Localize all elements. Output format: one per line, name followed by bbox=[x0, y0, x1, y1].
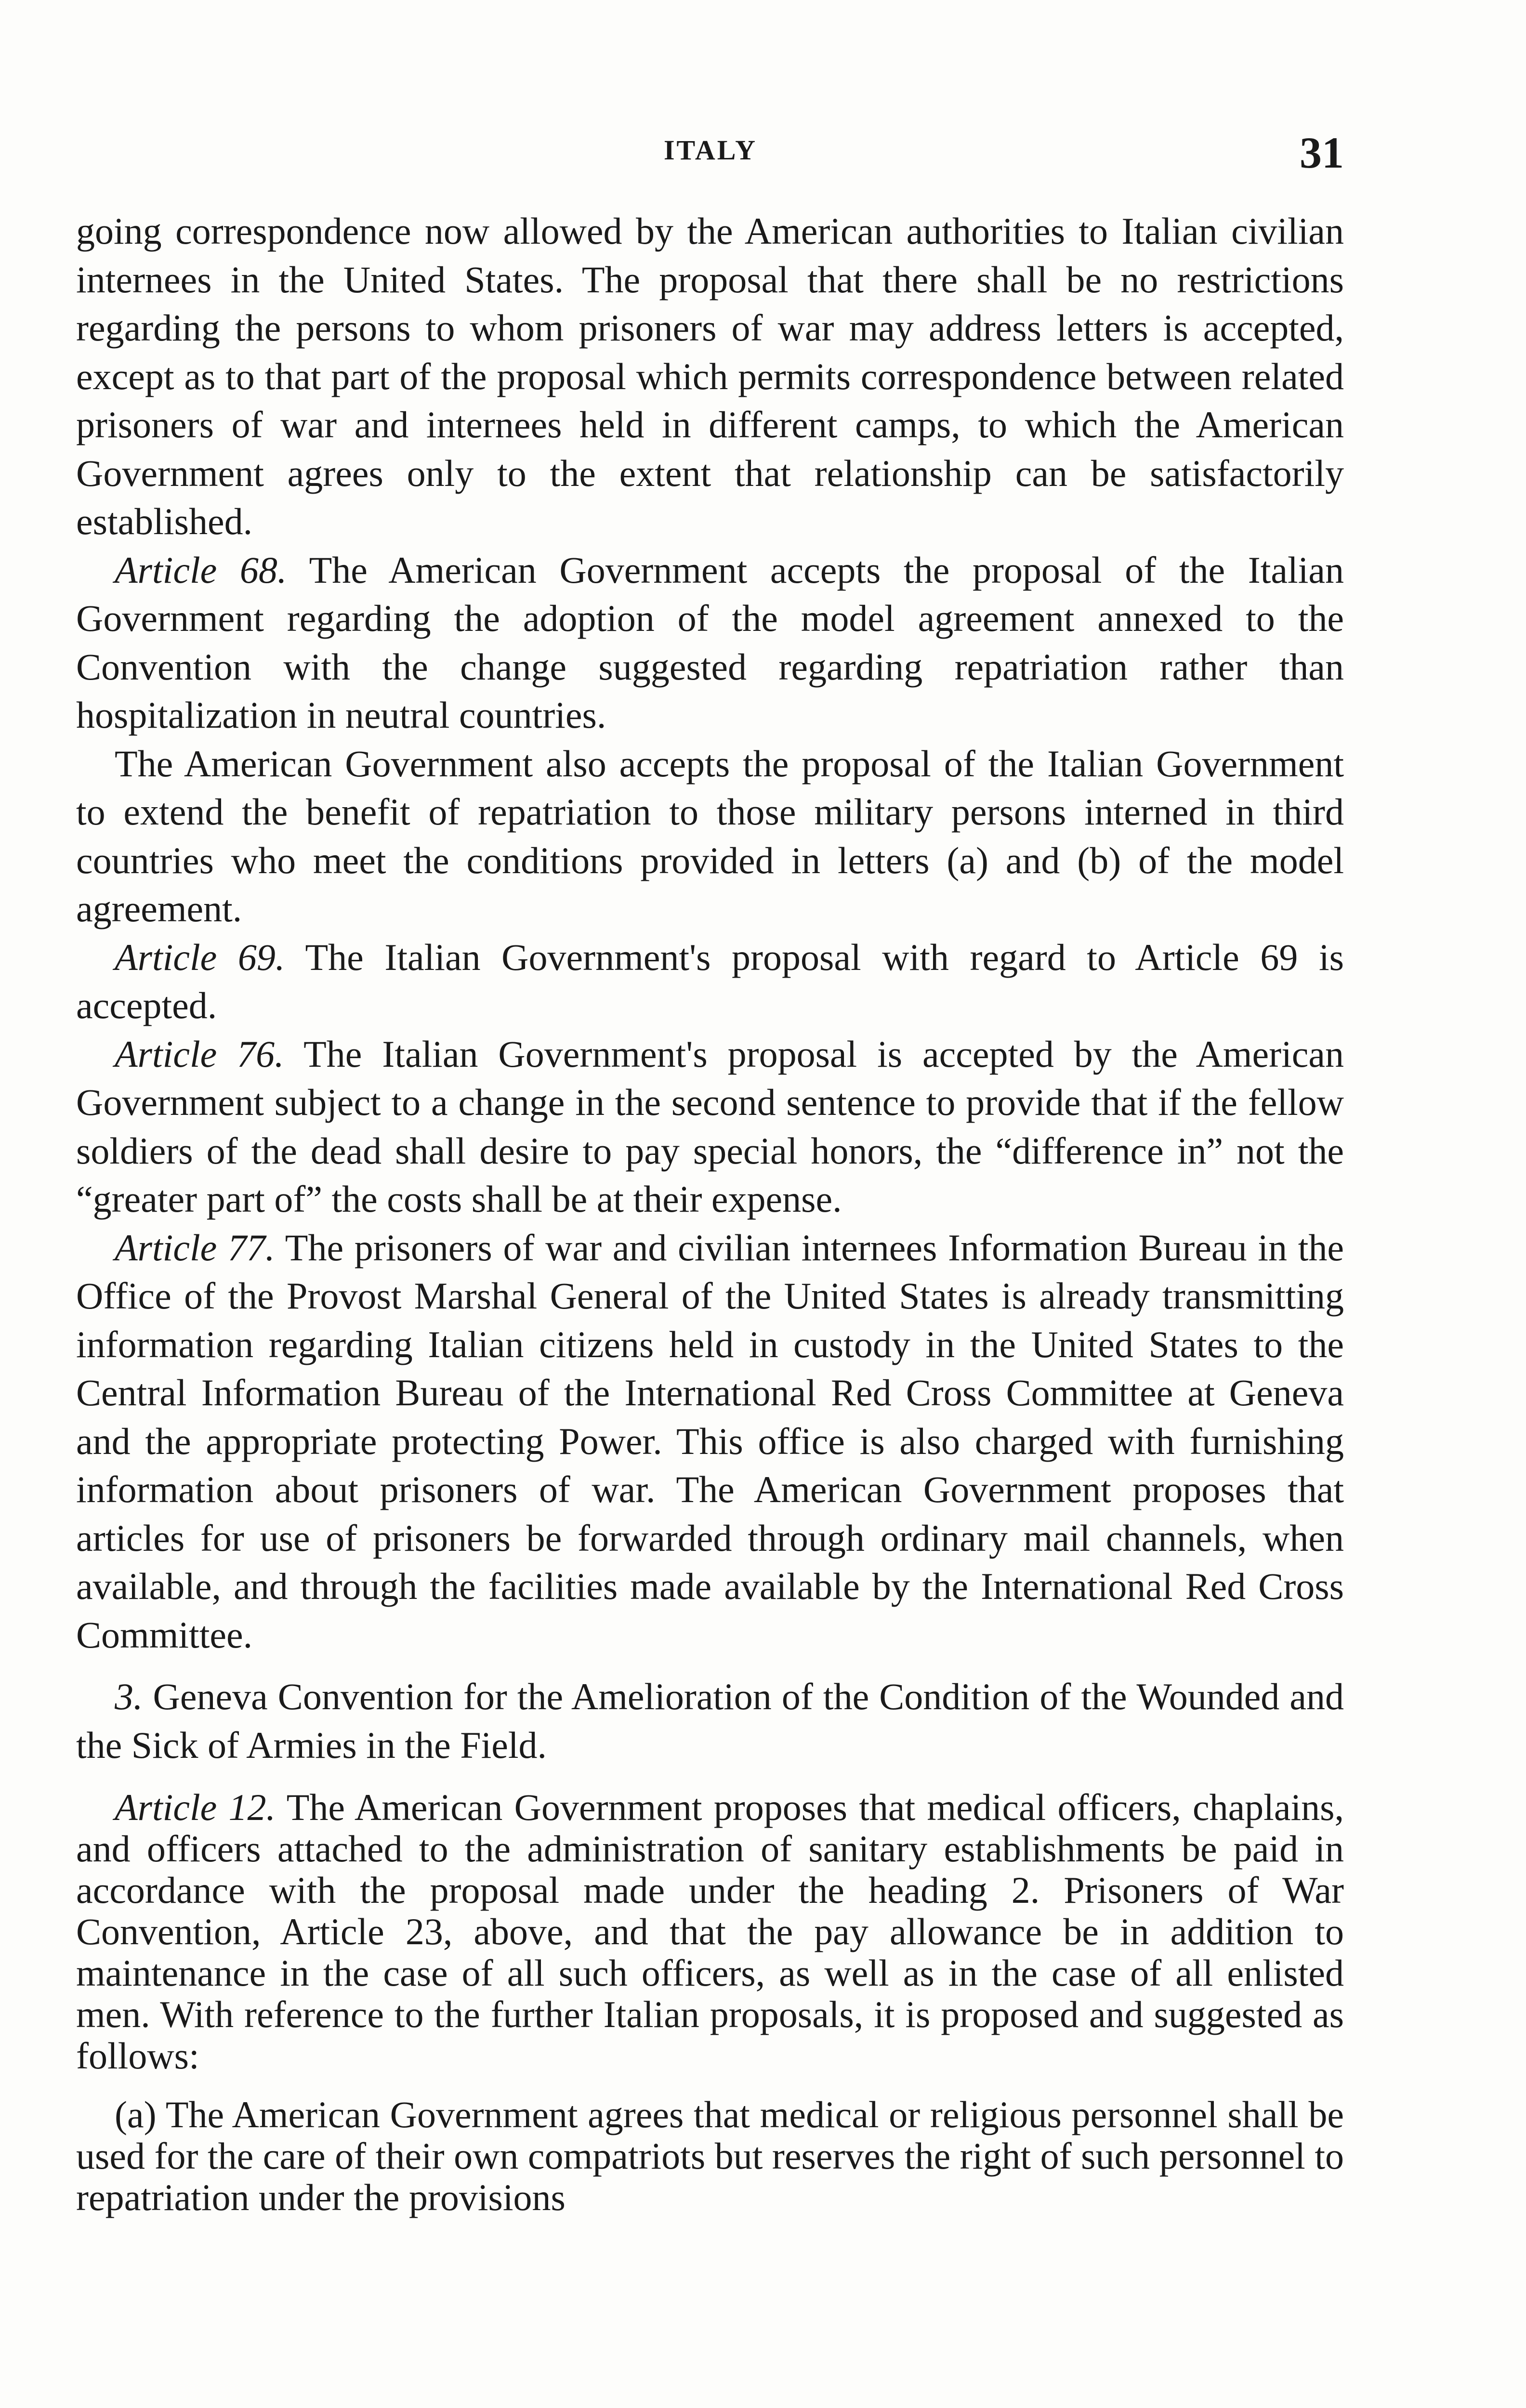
paragraph-article-68 bbox=[76, 546, 1344, 740]
paragraph-text: The American Government also accepts the proposal of the Italian Government to extend the benefit of repatriation to those military persons interned in third countries who meet the conditions provided in letters (a) and (b) of the model agreement. bbox=[76, 742, 1344, 929]
article-heading: Article 68. bbox=[115, 549, 287, 591]
paragraph-text: The Italian Government's proposal is accepted by the American Government subject to a change in the second sentence to provide that if the fellow soldiers of the dead shall desire to pay special honors, the “difference in” not the “greater part of” the costs shall be at their expense. bbox=[76, 1033, 1344, 1220]
paragraph-continuation bbox=[76, 207, 1344, 546]
section-number: 3. bbox=[115, 1675, 143, 1717]
paragraph-article-69 bbox=[76, 933, 1344, 1030]
paragraph-article-12 bbox=[76, 1787, 1344, 2077]
article-heading: Article 77. bbox=[115, 1226, 275, 1269]
paragraph-text: The prisoners of war and civilian internees Information Bureau in the Office of the Provost Marshal General of the United States is already transmitting information regarding Italian citizens held in custody in the United States to the Central Information Bureau of the International Red Cross Committee at Geneva and the appropriate protecting Power. This office is also charged with furnishing information about prisoners of war. The American Government proposes that articles for use of prisoners be forwarded through ordinary mail channels, when available, and through the facilities made available by the International Red Cross Committee. bbox=[76, 1226, 1344, 1656]
paragraph-text: The American Government proposes that medical officers, chaplains, and officers attached to the administration of sanitary establishments be paid in accordance with the proposal made under the heading 2. Prisoners of War Convention, Article 23, above, and that the pay allowance be in addition to maintenance in the case of all such officers, as well as in the case of all enlisted men. With reference to the further Italian proposals, it is proposed and suggested as follows: bbox=[76, 1786, 1344, 2077]
paragraph-text: The American Government agrees that medical or religious personnel shall be used for the care of their own compatriots but reserves the right of such personnel to repatriation under the provisions bbox=[76, 2094, 1344, 2218]
paragraph-repatriation bbox=[76, 740, 1344, 933]
body-text bbox=[76, 207, 1344, 2218]
paragraph-text: The American Government accepts the proposal of the Italian Government regarding the adoption of the model agreement annexed to the Convention with the change suggested regarding repatriation rather than hospitalization in neutral countries. bbox=[76, 549, 1344, 736]
running-head bbox=[77, 129, 1344, 177]
paragraph-text: going correspondence now allowed by the American authorities to Italian civilian internees in the United States. The proposal that there shall be no restrictions regarding the persons to whom prisoners of war may address letters is accepted, except as to that part of the proposal which permits correspondence between related prisoners of war and internees held in different camps, to which the American Government agrees only to the extent that relationship can be satisfactorily established. bbox=[76, 210, 1344, 542]
page-number: 31 bbox=[1300, 128, 1344, 177]
article-heading: Article 76. bbox=[115, 1033, 284, 1075]
paragraph-item-a bbox=[76, 2094, 1344, 2218]
paragraph-article-77 bbox=[76, 1224, 1344, 1660]
item-label: (a) bbox=[115, 2094, 157, 2135]
running-title: ITALY bbox=[663, 134, 758, 166]
paragraph-section-3 bbox=[76, 1673, 1344, 1769]
article-heading: Article 12. bbox=[115, 1786, 276, 1828]
paragraph-article-76 bbox=[76, 1030, 1344, 1224]
paragraph-text: Geneva Convention for the Amelioration of the Condition of the Wounded and the Sick of Armies in the Field. bbox=[76, 1675, 1344, 1766]
article-heading: Article 69. bbox=[115, 936, 285, 978]
paragraph-text: The Italian Government's proposal with regard to Article 69 is accepted. bbox=[76, 936, 1344, 1026]
